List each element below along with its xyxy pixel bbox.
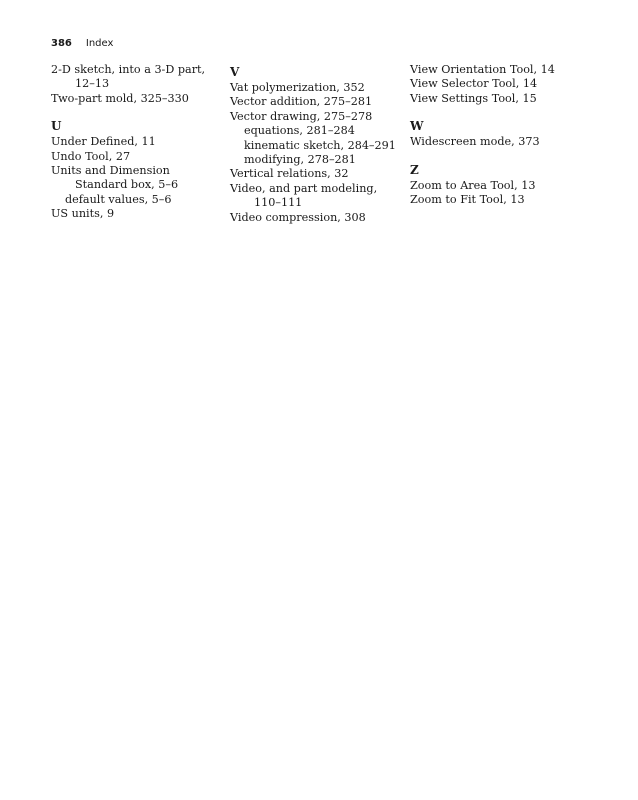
index-subentry: kinematic sketch, 284–291 [244,138,396,152]
index-entry: Two-part mold, 325–330 [51,91,189,105]
page-number: 386 [51,38,72,49]
index-letter-heading: V [230,65,240,79]
index-column-3 [410,63,620,207]
index-entry: Vertical relations, 32 [230,167,349,181]
index-entry: View Settings Tool, 15 [410,91,537,105]
index-entry: Video, and part modeling, [230,181,378,195]
index-entry: Units and Dimension [51,164,170,178]
section-title: Index [85,38,114,49]
index-entry: Zoom to Area Tool, 13 [410,178,536,192]
index-entry: View Orientation Tool, 14 [410,63,555,76]
index-entry-continuation: 12–13 [75,77,110,91]
index-letter-heading: U [51,119,62,134]
index-subentry: Standard box, 5–6 [75,178,179,192]
index-entry: View Selector Tool, 14 [410,77,538,91]
index-entry: Vat polymerization, 352 [230,81,365,94]
running-head [51,38,113,49]
index-entry: US units, 9 [51,207,115,221]
index-entry: 2-D sketch, into a 3-D part, [51,63,206,76]
index-subentry: equations, 281–284 [244,124,355,138]
index-entry: Video compression, 308 [230,210,366,224]
index-column-1 [51,63,221,222]
index-subentry: default values, 5–6 [65,192,172,206]
index-entry: Vector drawing, 275–278 [230,109,373,123]
index-letter-heading: W [410,119,424,134]
index-entry: Undo Tool, 27 [51,149,131,163]
index-column-2 [230,63,408,225]
index-letter-heading: Z [410,162,419,177]
index-entry: Widescreen mode, 373 [410,135,540,149]
index-entry: Vector addition, 275–281 [230,95,373,109]
index-subentry: modifying, 278–281 [244,153,356,167]
index-entry: Zoom to Fit Tool, 13 [410,193,525,207]
index-entry: Under Defined, 11 [51,135,156,149]
index-entry-continuation: 110–111 [254,196,303,210]
